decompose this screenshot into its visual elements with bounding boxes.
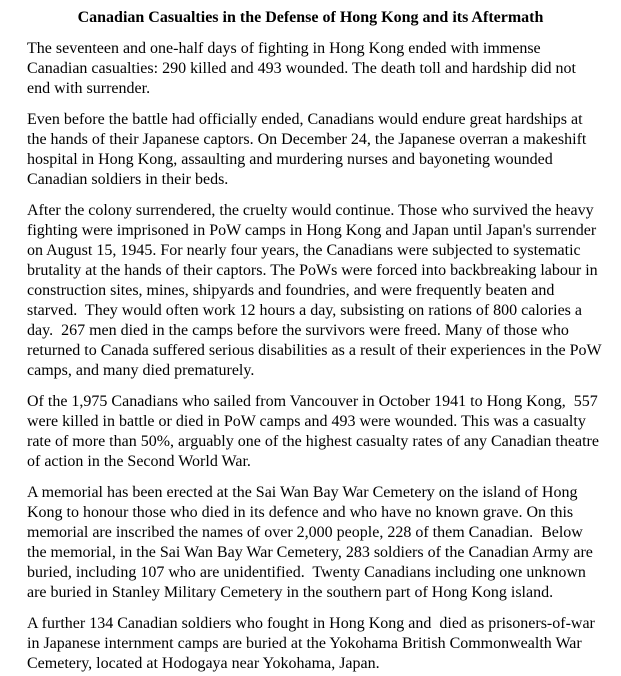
document-title: Canadian Casualties in the Defense of Hong Kong and its Aftermath: [77, 9, 544, 26]
paragraph-casualty-summary: The seventeen and one-half days of fighting in Hong Kong ended with immense Canadian casualties: 290 killed and 493 wounded. The death toll and hardship did not end with surrender.: [27, 40, 580, 97]
paragraph-yokohama-cemetery: A further 134 Canadian soldiers who fought in Hong Kong and died as prisoners-of-war in Japanese internment camps are buried at the Yokohama British Commonwealth War Cemetery, located at Hodogaya near Yokohama, Japan.: [27, 615, 599, 672]
paragraph-pow-camps: After the colony surrendered, the cruelty would continue. Those who survived the heavy fighting were imprisoned in PoW camps in Hong Kong and Japan until Japan's surrender on August 15, 1945. For nearly four years, the Canadians were subjected to systematic brutality at the hands of their captors. The PoWs were forced into backbreaking labour in construction sites, mines, shipyards and foundries, and were frequently beaten and starved. They would often work 12 hours a day, subsisting on rations of 800 calories a day. 267 men died in the camps before the survivors were freed. Many of those who returned to Canada suffered serious disabilities as a result of their experiences in the PoW camps, and many died prematurely.: [27, 202, 606, 379]
paragraph-sai-wan-memorial: A memorial has been erected at the Sai Wan Bay War Cemetery on the island of Hong Kong to honour those who died in its defence and who have no known grave. On this memorial are inscribed the names of over 2,000 people, 228 of them Canadian. Below the memorial, in the Sai Wan Bay War Cemetery, 283 soldiers of the Canadian Army are buried, including 107 who are unidentified. Twenty Canadians including one unknown are buried in Stanley Military Cemetery in the southern part of Hong Kong island.: [27, 484, 597, 601]
paragraph-casualty-rate: Of the 1,975 Canadians who sailed from Vancouver in October 1941 to Hong Kong, 557 were killed in battle or died in PoW camps and 493 were wounded. This was a casualty rate of more than 50%, arguably one of the highest casualty rates of any Canadian theatre of action in the Second World War.: [27, 393, 603, 470]
paragraph-hospital-attack: Even before the battle had officially ended, Canadians would endure great hardships at the hands of their Japanese captors. On December 24, the Japanese overran a makeshift hospital in Hong Kong, assaulting and murdering nurses and bayoneting wounded Canadian soldiers in their beds.: [27, 111, 591, 188]
